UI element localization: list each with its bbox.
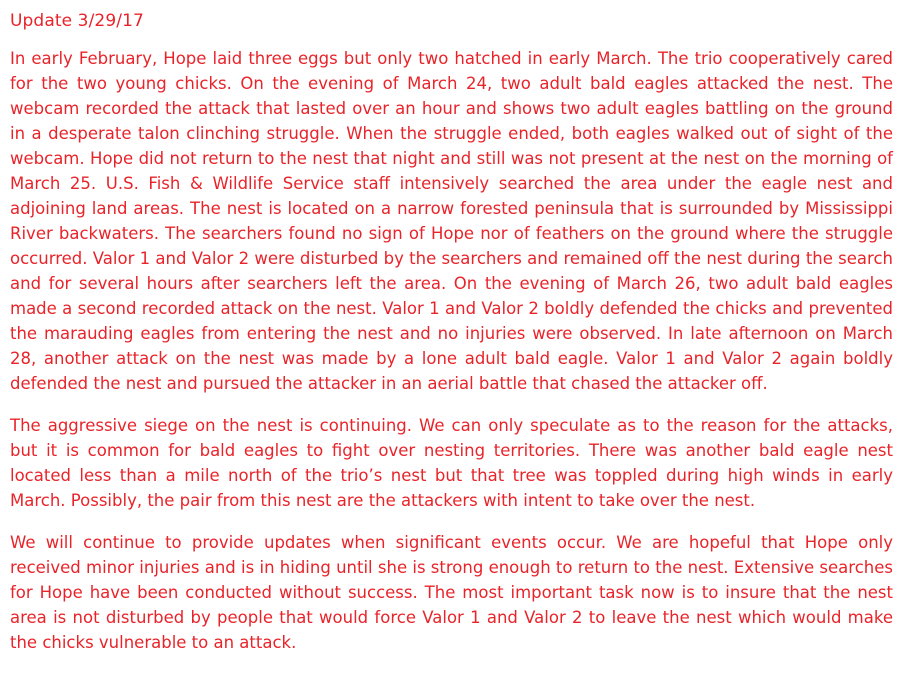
paragraph-3: We will continue to provide updates when significant events occur. We are hopeful that Hope only received minor injuries and is in hiding until she is strong enough to return to the nest. Extensive searches for Hope have been conducted without success. The most important task now is to insure that the nest area is not disturbed by people that would force Valor 1 and Valor 2 to leave the nest which would make the chicks vulnerable to an attack. (10, 533, 893, 652)
page-title: Update 3/29/17 (10, 11, 144, 31)
paragraph-1: In early February, Hope laid three eggs but only two hatched in early March. The trio cooperatively cared for the two young chicks. On the evening of March 24, two adult bald eagles attacked the nest. The webcam recorded the attack that lasted over an hour and shows two adult eagles battling on the ground in a desperate talon clinching struggle. When the struggle ended, both eagles walked out of sight of the webcam. Hope did not return to the nest that night and still was not present at the nest on the morning of March 25. U.S. Fish & Wildlife Service staff intensively searched the area under the eagle nest and adjoining land areas. The nest is located on a narrow forested peninsula that is surrounded by Mississippi River backwaters. The searchers found no sign of Hope nor of feathers on the ground where the struggle occurred. Valor 1 and Valor 2 were disturbed by the searchers and remained off the nest during the search and for several hours after searchers left the area. On the evening of March 26, two adult bald eagles made a second recorded attack on the nest. Valor 1 and Valor 2 boldly defended the chicks and prevented the marauding eagles from entering the nest and no injuries were observed. In late afternoon on March 28, another attack on the nest was made by a lone adult bald eagle. Valor 1 and Valor 2 again boldly defended the nest and pursued the attacker in an aerial battle that chased the attacker off. (10, 49, 893, 393)
paragraph-2: The aggressive siege on the nest is continuing. We can only speculate as to the reason for the attacks, but it is common for bald eagles to fight over nesting territories. There was another bald eagle nest located less than a mile north of the trio’s nest but that tree was toppled during high winds in early March. Possibly, the pair from this nest are the attackers with intent to take over the nest. (10, 416, 893, 510)
